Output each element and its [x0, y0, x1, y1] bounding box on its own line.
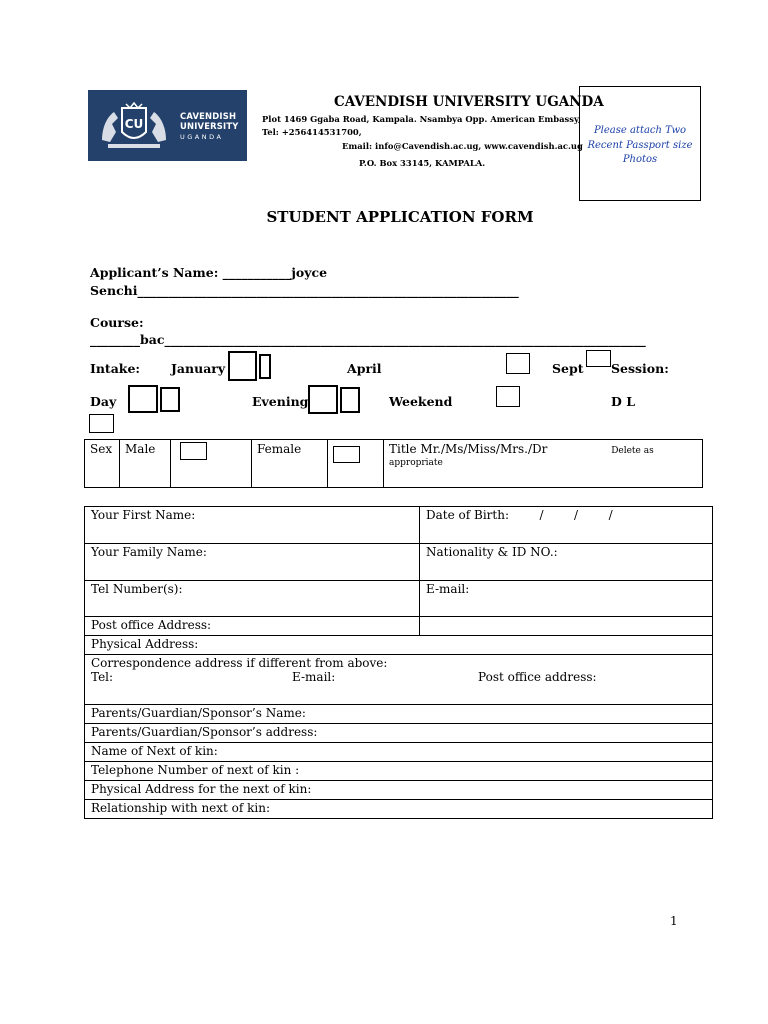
intake-april-label: April: [347, 361, 382, 376]
day-checkbox-extra[interactable]: [160, 387, 180, 412]
corr-tel-label: Tel:: [91, 670, 114, 684]
tel-field[interactable]: Tel Number(s):: [85, 581, 420, 617]
address-line-4: P.O. Box 33145, KAMPALA.: [359, 158, 486, 168]
female-check-cell: [328, 440, 384, 488]
university-name: CAVENDISH UNIVERSITY UGANDA: [334, 94, 604, 110]
dob-field[interactable]: Date of Birth: / / /: [420, 507, 713, 544]
page-number: 1: [670, 914, 678, 928]
parents-name-field[interactable]: Parents/Guardian/Sponsor’s Name:: [85, 705, 713, 724]
intake-january-label: January: [171, 361, 226, 376]
sex-title-table: [84, 439, 703, 488]
dl-checkbox[interactable]: [89, 414, 114, 433]
corr-po-label: Post office address:: [478, 670, 597, 684]
session-dl-label: D L: [611, 394, 635, 409]
title-options: Title Mr./Ms/Miss/Mrs./Dr: [389, 442, 548, 456]
post-office-field[interactable]: Post office Address:: [85, 617, 420, 636]
svg-text:CU: CU: [124, 117, 144, 131]
applicant-name-line: Applicant’s Name: ___________joyce: [90, 265, 328, 280]
course-label: Course:: [90, 315, 144, 330]
personal-details-table: [84, 506, 713, 819]
address-line-2: Tel: +256414531700,: [262, 127, 362, 137]
first-name-field[interactable]: Your First Name:: [85, 507, 420, 544]
kin-relationship-field[interactable]: Relationship with next of kin:: [85, 800, 713, 819]
evening-checkbox[interactable]: [308, 385, 338, 414]
male-check-cell: [171, 440, 252, 488]
session-evening-label: Evening: [252, 394, 309, 409]
parents-address-field[interactable]: Parents/Guardian/Sponsor’s address:: [85, 724, 713, 743]
logo-subtext: UGANDA: [180, 133, 224, 141]
january-checkbox-extra[interactable]: [259, 354, 271, 379]
evening-checkbox-extra[interactable]: [340, 387, 360, 413]
logo-text: CAVENDISH UNIVERSITY: [180, 111, 239, 131]
female-cell: Female: [252, 440, 328, 488]
intake-sept-label: Sept: [552, 361, 584, 376]
next-of-kin-field[interactable]: Name of Next of kin:: [85, 743, 713, 762]
kin-tel-field[interactable]: Telephone Number of next of kin :: [85, 762, 713, 781]
sex-cell: Sex: [85, 440, 120, 488]
session-label: Session:: [611, 361, 669, 376]
passport-photo-box: [579, 86, 701, 201]
form-title: STUDENT APPLICATION FORM: [266, 208, 534, 226]
session-weekend-label: Weekend: [389, 394, 453, 409]
intake-label: Intake:: [90, 361, 141, 376]
day-checkbox[interactable]: [128, 385, 158, 413]
delete-as-note: Delete as: [611, 446, 654, 456]
address-line-1: Plot 1469 Ggaba Road, Kampala. Nsambya Opp. American Embassy,: [262, 114, 581, 124]
male-cell: Male: [120, 440, 171, 488]
april-checkbox[interactable]: [506, 353, 530, 374]
correspondence-field[interactable]: [85, 655, 713, 705]
address-line-3: Email: info@Cavendish.ac.ug, www.cavendish.ac.ug: [342, 141, 583, 151]
corr-email-label: E-mail:: [292, 670, 336, 684]
nationality-field[interactable]: Nationality & ID NO.:: [420, 544, 713, 581]
course-value-line: ________bac_____________________________________________________________________________: [90, 332, 646, 347]
session-day-label: Day: [90, 394, 117, 409]
male-checkbox[interactable]: [180, 442, 207, 460]
weekend-checkbox[interactable]: [496, 386, 520, 407]
photo-note: Please attach Two Recent Passport size Photos: [587, 125, 693, 165]
title-cell: [384, 440, 703, 488]
correspondence-label: Correspondence address if different from above:: [91, 656, 388, 670]
january-checkbox[interactable]: [228, 351, 257, 381]
crest-icon: [98, 98, 170, 152]
university-logo: [88, 90, 247, 161]
email-field[interactable]: E-mail:: [420, 581, 713, 617]
post-office-extra[interactable]: [420, 617, 713, 636]
female-checkbox[interactable]: [333, 446, 360, 463]
physical-address-field[interactable]: Physical Address:: [85, 636, 713, 655]
sept-checkbox[interactable]: [586, 350, 611, 367]
appropriate-note: appropriate: [389, 458, 443, 468]
family-name-field[interactable]: Your Family Name:: [85, 544, 420, 581]
applicant-name-line-2: Senchi_____________________________________________________________: [90, 283, 519, 298]
kin-physical-field[interactable]: Physical Address for the next of kin:: [85, 781, 713, 800]
